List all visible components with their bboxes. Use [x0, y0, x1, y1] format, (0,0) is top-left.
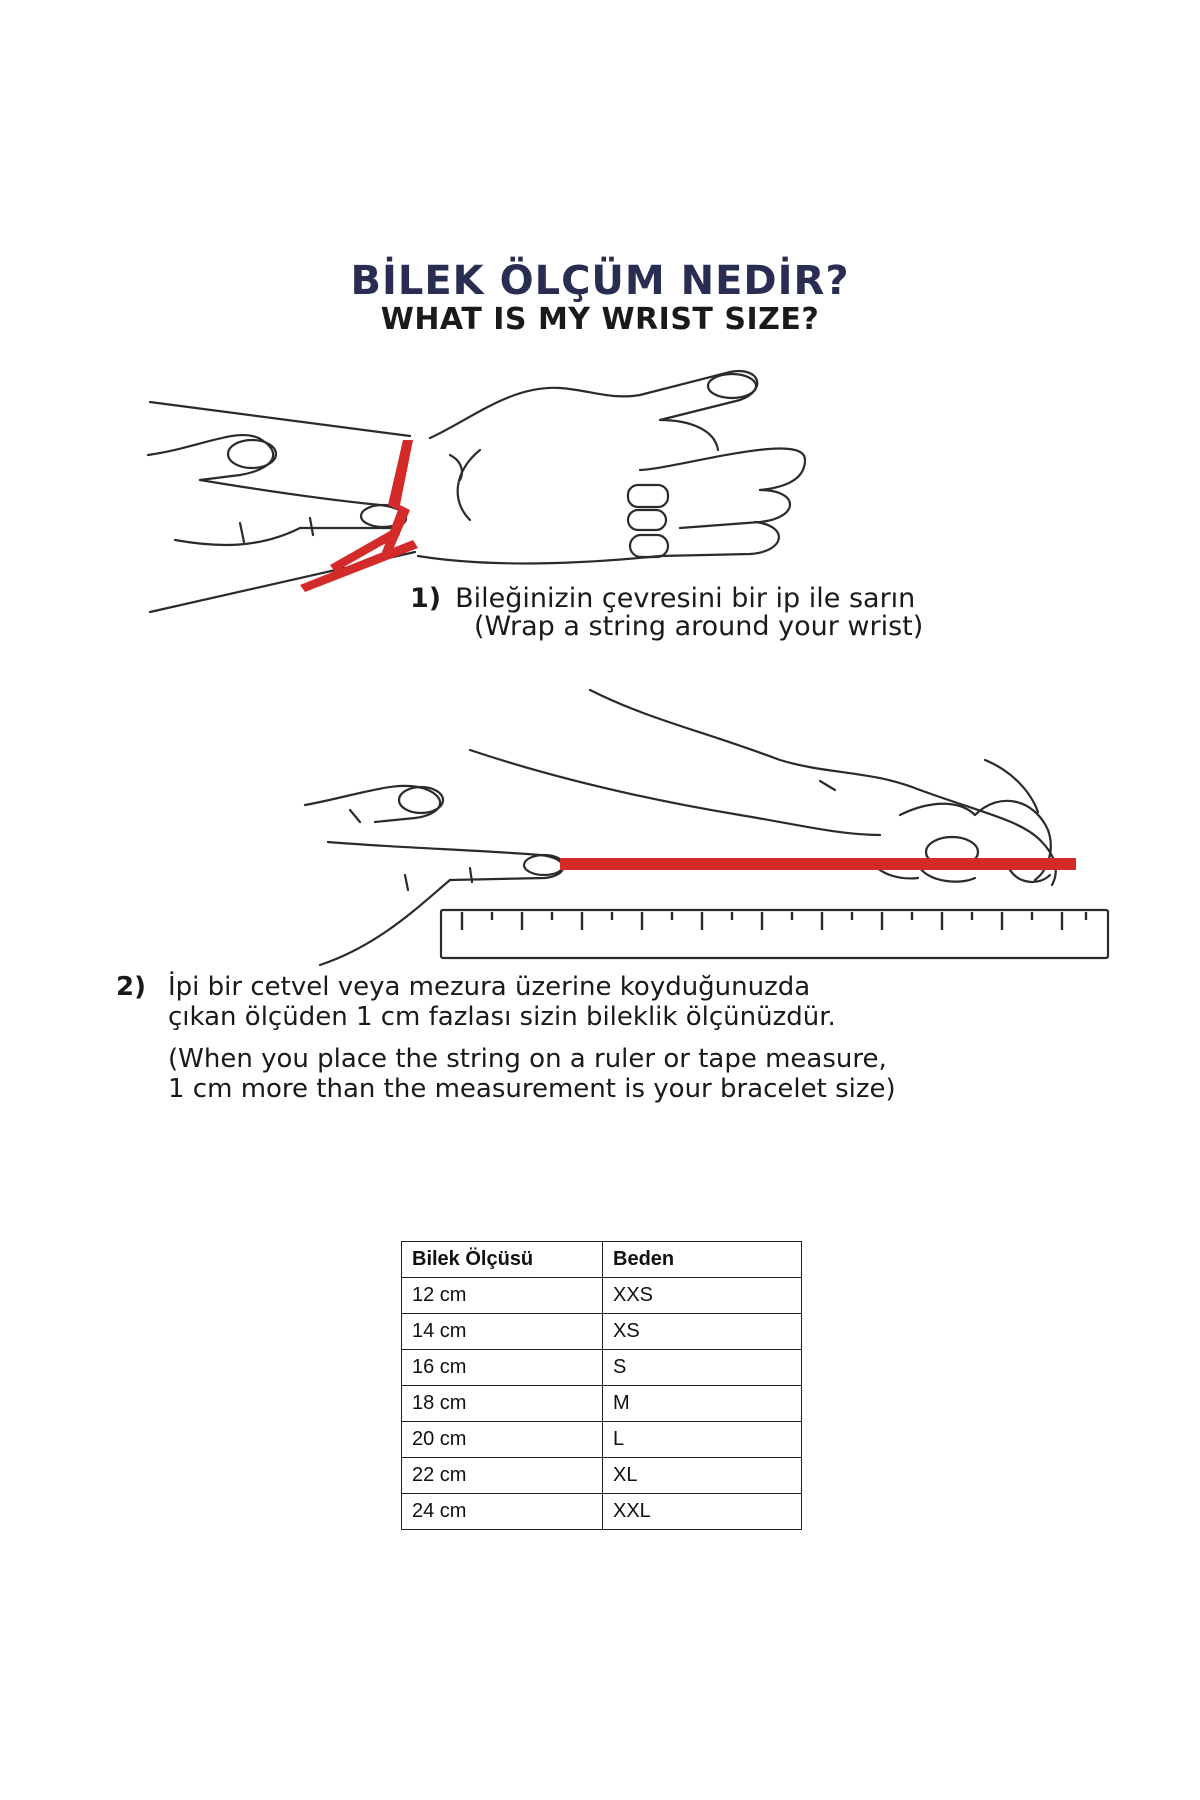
cell-wrist-size: 18 cm [402, 1386, 603, 1422]
ruler-ticks [462, 912, 1086, 930]
string-wrap-icon [300, 440, 418, 592]
cell-wrist-size: 24 cm [402, 1494, 603, 1530]
table-row [402, 1350, 802, 1386]
table-row [402, 1278, 802, 1314]
step-1-text-tr: Bileğinizin çevresini bir ip ile sarın [455, 583, 916, 614]
table-row [402, 1458, 802, 1494]
step-2-number: 2) [116, 972, 146, 1002]
cell-wrist-size: 14 cm [402, 1314, 603, 1350]
string-on-ruler-icon [305, 690, 1108, 965]
cell-size: XXS [603, 1278, 802, 1314]
step-1-instruction [410, 585, 923, 641]
header-wrist-size: Bilek Ölçüsü [402, 1242, 603, 1278]
step-2-text-en-line2: 1 cm more than the measurement is your bracelet size) [168, 1074, 896, 1104]
cell-size: M [603, 1386, 802, 1422]
table-row [402, 1314, 802, 1350]
page-title-tr: BİLEK ÖLÇÜM NEDİR? [350, 258, 850, 304]
step-2-text-tr-line1: İpi bir cetvel veya mezura üzerine koyduğunuzda [168, 972, 811, 1002]
step-2-text-en-line1: (When you place the string on a ruler or tape measure, [168, 1044, 887, 1074]
cell-size: L [603, 1422, 802, 1458]
cell-size: S [603, 1350, 802, 1386]
cell-wrist-size: 16 cm [402, 1350, 603, 1386]
step-2-instruction [116, 972, 1156, 1104]
table-row [402, 1422, 802, 1458]
header-size: Beden [603, 1242, 802, 1278]
size-table [401, 1241, 802, 1530]
cell-size: XL [603, 1458, 802, 1494]
table-row [402, 1494, 802, 1530]
hand-wrapping-wrist-icon [148, 371, 805, 612]
cell-wrist-size: 12 cm [402, 1278, 603, 1314]
step-1-number: 1) [410, 583, 442, 614]
cell-wrist-size: 22 cm [402, 1458, 603, 1494]
string-straight-icon [560, 858, 1076, 870]
cell-wrist-size: 20 cm [402, 1422, 603, 1458]
table-header-row [402, 1242, 802, 1278]
step-2-text-tr-line2: çıkan ölçüden 1 cm fazlası sizin bileklik ölçünüzdür. [168, 1002, 836, 1032]
cell-size: XS [603, 1314, 802, 1350]
page-title-en: WHAT IS MY WRIST SIZE? [380, 302, 820, 337]
step-1-text-en: (Wrap a string around your wrist) [474, 611, 924, 642]
table-row [402, 1386, 802, 1422]
cell-size: XXL [603, 1494, 802, 1530]
